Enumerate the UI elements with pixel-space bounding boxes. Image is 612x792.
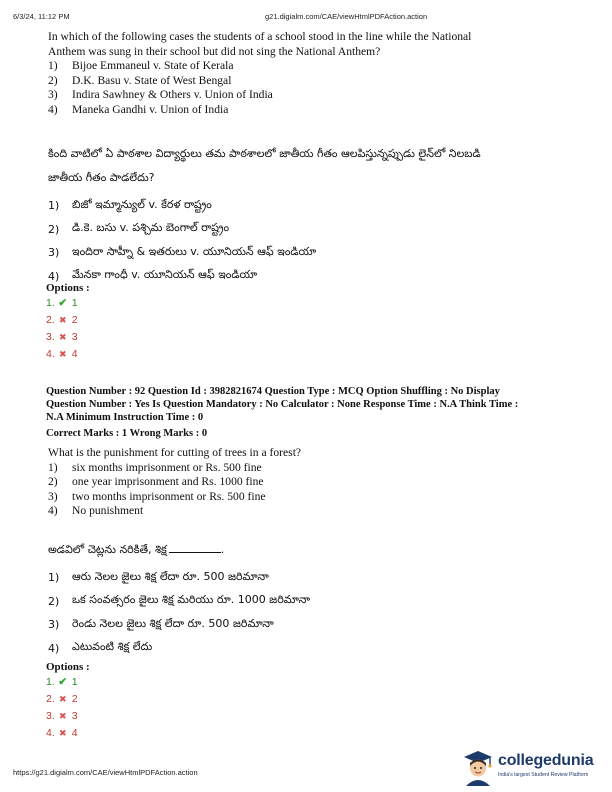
telugu-option-1: 1) బిజో ఇమ్మాన్యుల్ v. కేరళ రాష్ట్రం [48,197,212,213]
answer-row: 4. ✖ 4 [46,725,78,742]
question-meta: Question Number : 92 Question Id : 3982821674 Question Type : MCQ Option Shuffling : No Display Question Number : Yes Is Question Mandatory : No Calculator : None Response Time : N.A Think Time : N.A Minimum Instruction Time : 0 Correct Marks : 1 Wrong Marks : 0 [46,385,576,440]
collegedunia-logo [460,748,610,788]
telugu-option-4: 4) ఎటువంటి శిక్ష లేదు [48,640,153,655]
answer-row: 1. ✔ 1 [46,295,78,312]
cross-icon: ✖ [58,694,67,704]
cross-icon: ✖ [58,728,67,738]
option-3: 3) two months imprisonment or Rs. 500 fine [48,489,266,503]
option-3: 3) Indira Sawhney & Others v. Union of India [48,88,273,101]
telugu-option-2: 2) డి.కె. బసు v. పశ్చిమ బెంగాల్ రాష్ట్రం [48,221,230,236]
telugu-question-line: జాతీయ గీతం పాడలేదు? [48,171,155,184]
graduate-icon [460,748,496,786]
telugu-option-2: 2) ఒక సంవత్సరం జైలు శిక్ష మరియు రూ. 1000 జరిమానా [48,593,311,608]
answer-list-2 [46,674,78,742]
answer-row: 1. ✔ 1 [46,674,78,691]
question-2-telugu [48,538,568,660]
cross-icon: ✖ [58,711,67,721]
answer-row: 2. ✖ 2 [46,312,78,329]
telugu-option-3: 3) ఇందిరా సాహ్నీ & ఇతరులు v. యూనియన్ ఆఫ్ ఇండియా [48,244,317,260]
telugu-question-line: అడవిలో చెట్లను నరికితే, శిక్ష . [48,543,225,556]
logo-tagline: India's largest Student Review Platform [498,772,589,778]
check-icon: ✔ [58,297,68,309]
telugu-option-1: 1) ఆరు నెలల జైలు శిక్ష లేదా రూ. 500 జరిమానా [48,569,269,585]
logo-name: collegedunia [498,752,594,769]
telugu-question-line: కింది వాటిలో ఏ పాఠశాల విద్యార్థులు తమ పాఠశాలలో జాతీయ గీతం ఆలపిస్తున్నప్పుడు లైన్‌లో నిలబడి [48,147,481,160]
cross-icon: ✖ [58,315,67,325]
cross-icon: ✖ [58,349,67,359]
question-text: What is the punishment for cutting of trees in a forest? [48,446,302,459]
options-title: Options : [46,661,90,673]
option-4: 4) Maneka Gandhi v. Union of India [48,102,229,116]
option-1: 1) six months imprisonment or Rs. 500 fine [48,460,262,474]
question-text-line: Anthem was sung in their school but did not sing the National Anthem? [48,44,381,58]
answer-list-1 [46,295,78,363]
question-1 [48,30,568,117]
answer-row: 3. ✖ 3 [46,708,78,725]
answer-blank [169,542,221,553]
check-icon: ✔ [58,676,68,688]
print-datetime: 6/3/24, 11:12 PM [13,12,70,21]
question-2 [48,446,568,519]
telugu-option-3: 3) రెండు నెలల జైలు శిక్ష లేదా రూ. 500 జరిమానా [48,616,274,632]
cross-icon: ✖ [58,332,67,342]
marks-line: Correct Marks : 1 Wrong Marks : 0 [46,428,208,439]
options-title: Options : [46,282,90,294]
option-2: 2) D.K. Basu v. State of West Bengal [48,73,232,87]
question-text-line: In which of the following cases the students of a school stood in the line while the National [48,30,472,43]
question-1-telugu [48,142,568,288]
footer-url: https://g21.digialm.com/CAE/viewHtmlPDFAction.action [13,768,198,777]
print-url: g21.digialm.com/CAE/viewHtmlPDFAction.action [265,12,428,21]
answer-row: 3. ✖ 3 [46,329,78,346]
option-1: 1) Bijoe Emmaneul v. State of Kerala [48,59,234,72]
answer-row: 4. ✖ 4 [46,346,78,363]
telugu-option-4: 4) మేనకా గాంధీ v. యూనియన్ ఆఫ్ ఇండియా [48,268,258,283]
answer-row: 2. ✖ 2 [46,691,78,708]
option-4: 4) No punishment [48,504,144,517]
option-2: 2) one year imprisonment and Rs. 1000 fine [48,475,264,488]
